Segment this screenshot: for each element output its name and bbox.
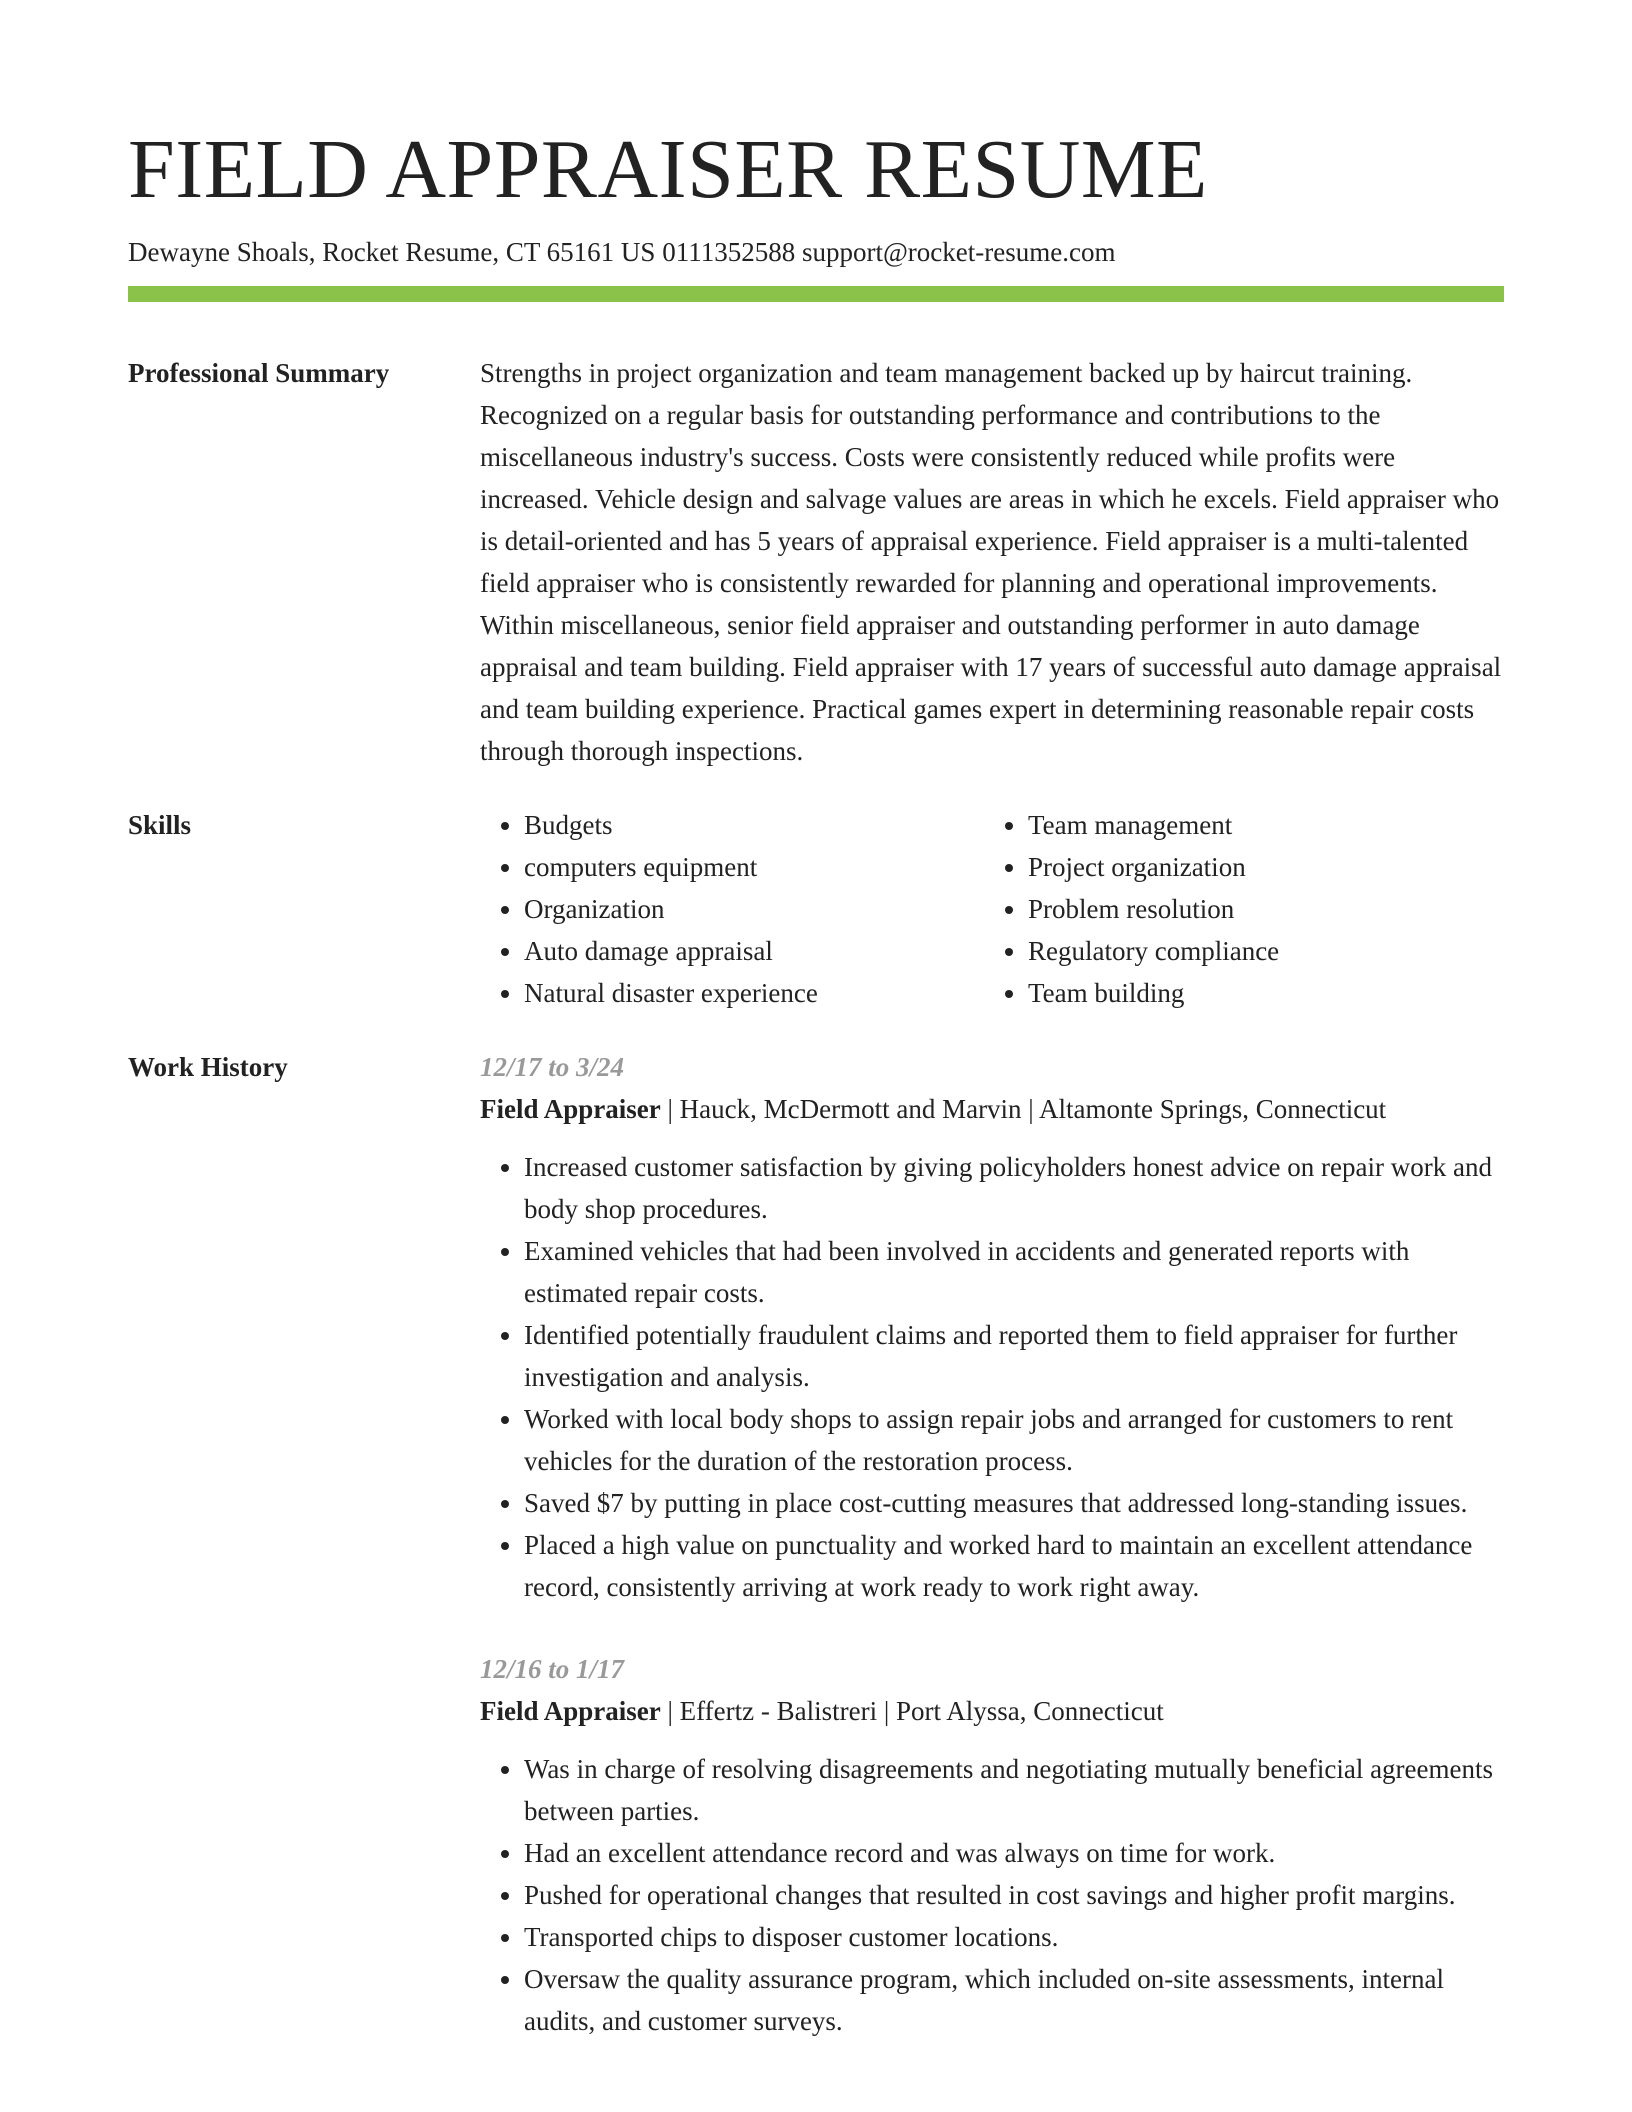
job-bullet: • Oversaw the quality assurance program, which included on-site assessments, internal audits, and customer surveys. — [524, 1958, 1504, 2042]
job-employer-location: | Hauck, McDermott and Marvin | Altamonte Springs, Connecticut — [660, 1094, 1387, 1124]
job-heading — [480, 1690, 1504, 1732]
job-bullet: • Increased customer satisfaction by giving policyholders honest advice on repair work and body shop procedures. — [524, 1146, 1504, 1230]
skill-item: • Team building — [1028, 972, 1488, 1014]
section-label-summary: Professional Summary — [128, 358, 390, 388]
job-entry — [480, 1046, 1504, 1608]
job-bullet: • Placed a high value on punctuality and worked hard to maintain an excellent attendance record, consistently arriving at work ready to work right away. — [524, 1524, 1504, 1608]
job-bullet: • Examined vehicles that had been involved in accidents and generated reports with estimated repair costs. — [524, 1230, 1504, 1314]
skill-item: • Team management — [1028, 804, 1488, 846]
job-bullet: • Pushed for operational changes that resulted in cost savings and higher profit margins. — [524, 1874, 1504, 1916]
job-entry — [480, 1648, 1504, 2042]
job-bullets — [480, 1146, 1504, 1608]
job-bullet: • Was in charge of resolving disagreements and negotiating mutually beneficial agreements between parties. — [524, 1748, 1504, 1832]
resume-page — [128, 120, 1504, 2082]
skill-item: • Natural disaster experience — [524, 972, 984, 1014]
summary-section — [128, 352, 1504, 772]
skills-column-right — [984, 804, 1488, 1014]
skills-column-left — [480, 804, 984, 1014]
work-history-section — [128, 1046, 1504, 2082]
job-heading — [480, 1088, 1504, 1130]
job-title: Field Appraiser — [480, 1094, 661, 1124]
skills-section — [128, 804, 1504, 1014]
job-bullet: • Transported chips to disposer customer locations. — [524, 1916, 1504, 1958]
job-bullet: • Identified potentially fraudulent claims and reported them to field appraiser for further investigation and analysis. — [524, 1314, 1504, 1398]
skill-item: • Regulatory compliance — [1028, 930, 1488, 972]
job-bullet: • Saved $7 by putting in place cost-cutting measures that addressed long-standing issues. — [524, 1482, 1504, 1524]
skill-item: • Project organization — [1028, 846, 1488, 888]
job-bullet: • Had an excellent attendance record and was always on time for work. — [524, 1832, 1504, 1874]
skill-item: • Problem resolution — [1028, 888, 1488, 930]
section-label-work-history: Work History — [128, 1052, 288, 1082]
job-bullet: • Worked with local body shops to assign repair jobs and arranged for customers to rent vehicles for the duration of the restoration process. — [524, 1398, 1504, 1482]
skill-item: • computers equipment — [524, 846, 984, 888]
skills-grid — [480, 804, 1504, 1014]
summary-text: Strengths in project organization and team management backed up by haircut training. Recognized on a regular basis for outstanding performance and contributions to the miscellaneous industry's success. Costs were consistently reduced while profits were increased. Vehicle design and salvage values are areas in which he excels. Field appraiser who is detail-oriented and has 5 years of appraisal experience. Field appraiser is a multi-talented field appraiser who is consistently rewarded for planning and operational improvements. Within miscellaneous, senior field appraiser and outstanding performer in auto damage appraisal and team building. Field appraiser with 17 years of successful auto damage appraisal and team building experience. Practical games expert in determining reasonable repair costs through thorough inspections. — [480, 358, 1502, 766]
skill-item: • Budgets — [524, 804, 984, 846]
job-dates: 12/17 to 3/24 — [480, 1052, 625, 1082]
job-dates: 12/16 to 1/17 — [480, 1654, 625, 1684]
header-divider — [128, 286, 1504, 302]
contact-line: Dewayne Shoals, Rocket Resume, CT 65161 US 0111352588 support@rocket-resume.com — [128, 237, 1116, 267]
job-title: Field Appraiser — [480, 1696, 661, 1726]
skill-item: • Auto damage appraisal — [524, 930, 984, 972]
section-label-skills: Skills — [128, 810, 192, 840]
skill-item: • Organization — [524, 888, 984, 930]
page-title: FIELD APPRAISER RESUME — [128, 123, 1208, 216]
job-bullets — [480, 1748, 1504, 2042]
job-employer-location: | Effertz - Balistreri | Port Alyssa, Connecticut — [660, 1696, 1164, 1726]
